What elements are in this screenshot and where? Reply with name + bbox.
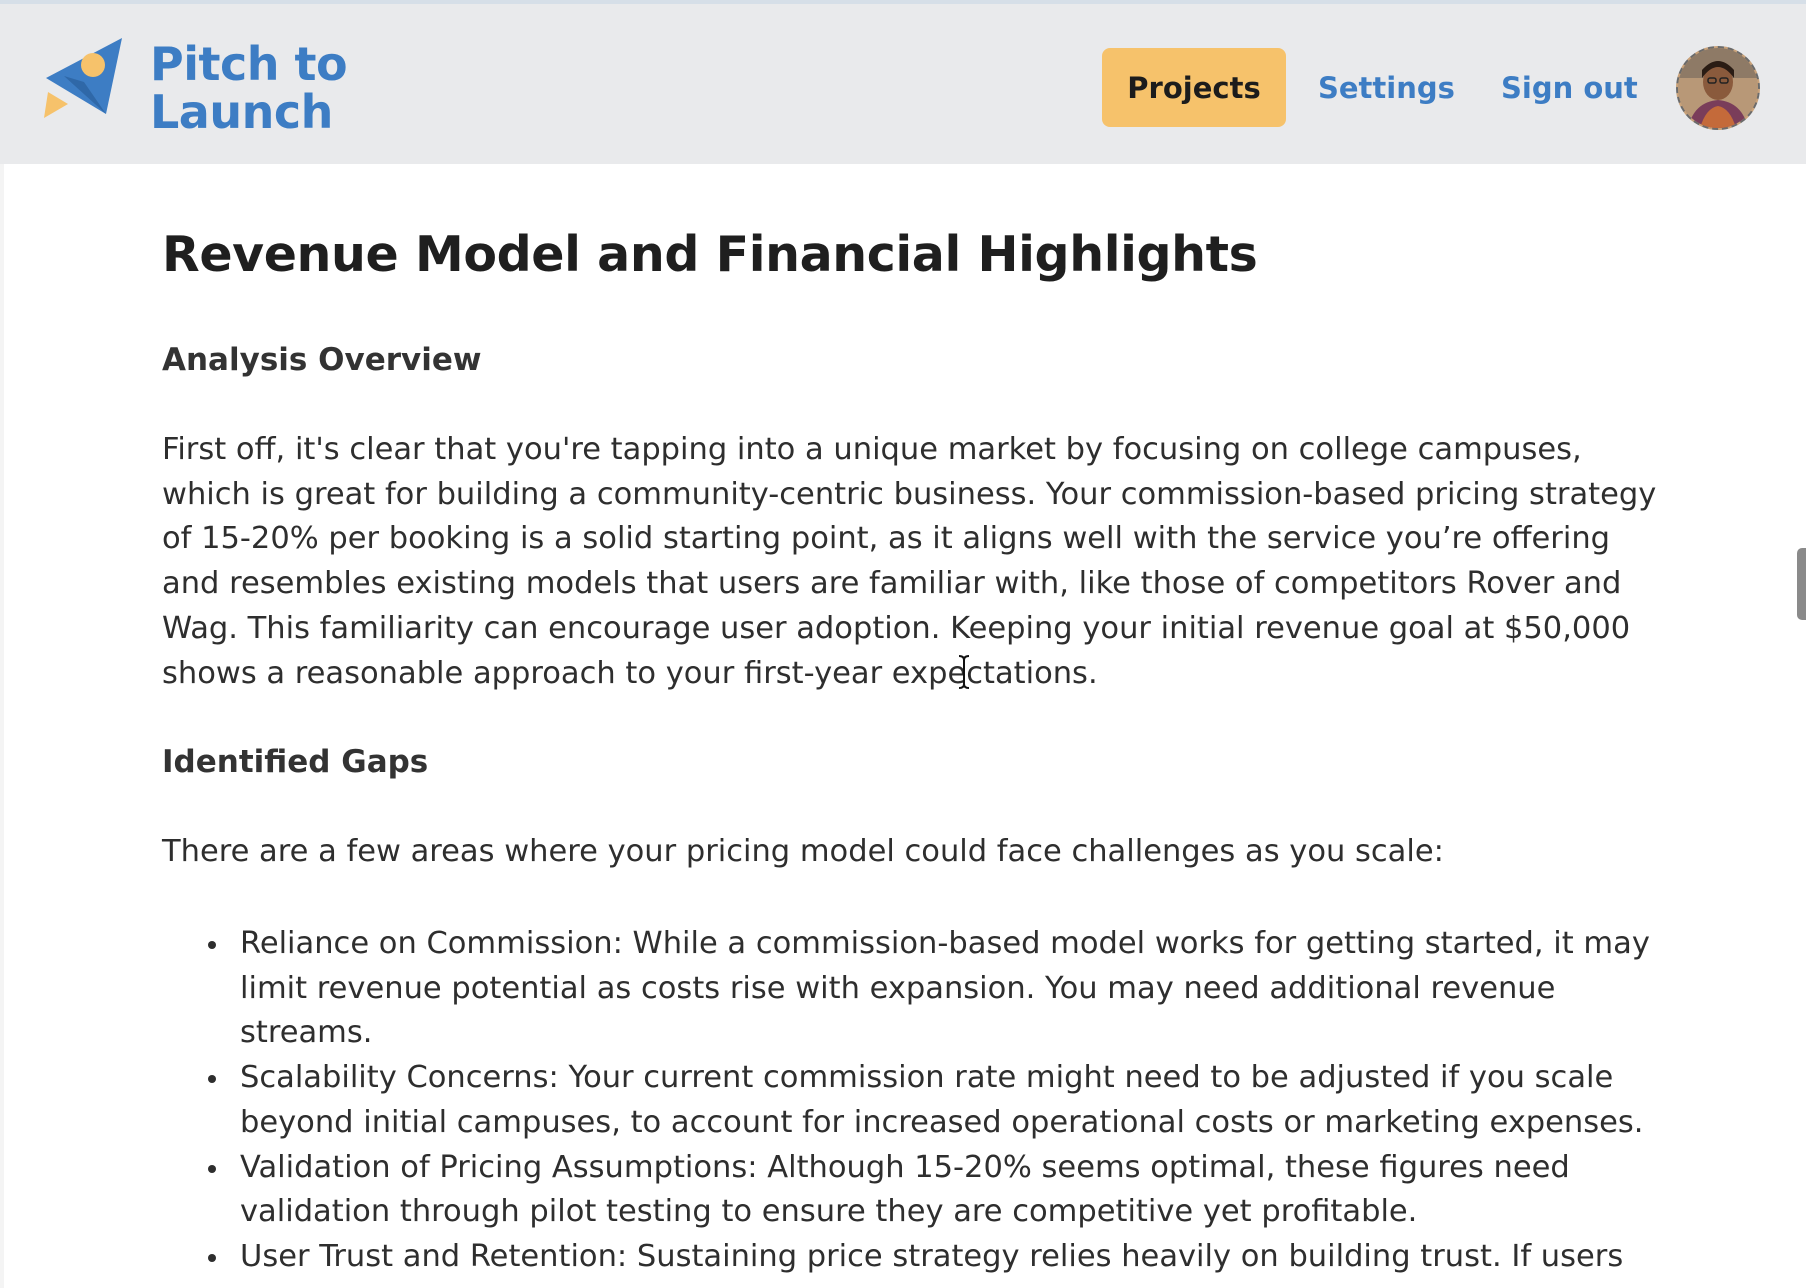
gaps-list (162, 922, 1662, 1280)
text-cursor-icon (957, 654, 971, 690)
list-item: Validation of Pricing Assumptions: Although 15-20% seems optimal, these figures need validation through pilot testing to ensure they are competitive yet profitable. (240, 1146, 1662, 1235)
page-title: Revenue Model and Financial Highlights (162, 226, 1258, 283)
app-logo[interactable] (44, 38, 364, 138)
app-name-line2: Launch (150, 85, 333, 139)
app-name (150, 37, 348, 139)
settings-link[interactable]: Settings (1318, 70, 1455, 105)
list-item: Scalability Concerns: Your current commission rate might need to be adjusted if you scale beyond initial campuses, to account for increased operational costs or marketing expenses. (240, 1056, 1662, 1145)
list-item: User Trust and Retention: Sustaining price strategy relies heavily on building trust. If users (240, 1235, 1662, 1280)
left-edge-border (0, 164, 4, 1288)
avatar[interactable] (1676, 46, 1760, 130)
app-name-line1: Pitch to (150, 37, 348, 91)
analysis-overview-heading: Analysis Overview (162, 342, 482, 378)
top-header (0, 0, 1806, 164)
scrollbar-thumb[interactable] (1797, 548, 1806, 620)
identified-gaps-heading: Identified Gaps (162, 744, 429, 780)
analysis-overview-text: First off, it's clear that you're tapping into a unique market by focusing on college campuses, which is great for building a community-centric business. Your commission-based pricing strategy of 15-20% per booking is a solid starting point, as it aligns well with the service you’re offering and resembles existing models that users are familiar with, like those of competitors Rover and Wag. This familiarity can encourage user adoption. Keeping your initial revenue goal at $50,000 shows a reasonable approach to your first-year expectations. (162, 432, 1657, 691)
identified-gaps-intro: There are a few areas where your pricing model could face challenges as you scale: (162, 834, 1444, 869)
paper-plane-pin-icon (44, 38, 148, 130)
list-item: Reliance on Commission: While a commission-based model works for getting started, it may limit revenue potential as costs rise with expansion. You may need additional revenue streams. (240, 922, 1662, 1056)
projects-button[interactable]: Projects (1102, 48, 1286, 127)
sign-out-link[interactable]: Sign out (1501, 70, 1638, 105)
user-avatar-icon (1678, 48, 1758, 128)
